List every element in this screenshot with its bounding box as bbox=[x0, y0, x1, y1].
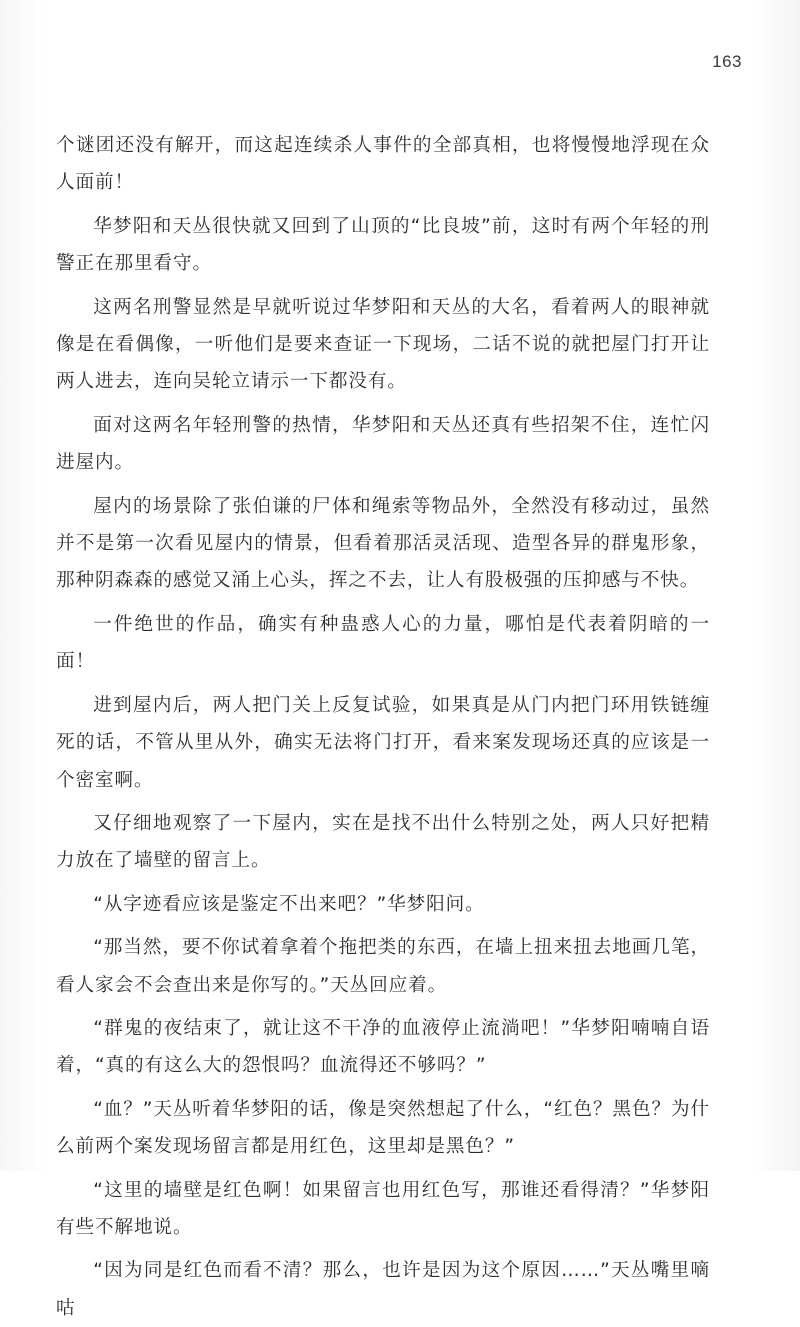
paragraph-10: “那当然，要不你试着拿着个拖把类的东西，在墙上扭来扭去地画几笔，看人家会不会查出来是你写的。”天丛回应着。 bbox=[56, 937, 710, 996]
paragraph-12: “血？”天丛听着华梦阳的话，像是突然想起了什么，“红色？黑色？为什么前两个案发现场留言都是用红色，这里却是黑色？” bbox=[56, 1098, 710, 1158]
paragraph-7: 进到屋内后，两人把门关上反复试验，如果真是从门内把门环用铁链缠死的话，不管从里从外，确实无法将门打开，看来案发现场还真的应该是一个密室啊。 bbox=[56, 694, 710, 791]
paragraph-8: 又仔细地观察了一下屋内，实在是找不出什么特别之处，两人只好把精力放在了墙壁的留言上。 bbox=[56, 812, 710, 872]
page-number: 163 bbox=[712, 52, 742, 71]
paragraph-1: 个谜团还没有解开，而这起连续杀人事件的全部真相，也将慢慢地浮现在众人面前！ bbox=[56, 135, 710, 194]
paragraph-4: 面对这两名年轻刑警的热情，华梦阳和天丛还真有些招架不住，连忙闪进屋内。 bbox=[56, 414, 710, 474]
paragraph-5: 屋内的场景除了张伯谦的尸体和绳索等物品外，全然没有移动过，虽然并不是第一次看见屋内的情景，但看着那活灵活现、造型各异的群鬼形象，那种阴森森的感觉又涌上心头，挥之不去，让人有股极强的压抑感与不快。 bbox=[56, 495, 710, 592]
paragraph-11: “群鬼的夜结束了，就让这不干净的血液停止流淌吧！”华梦阳喃喃自语着，“真的有这么大的怨恨吗？血流得还不够吗？” bbox=[56, 1017, 710, 1077]
body-text bbox=[56, 127, 710, 1327]
paragraph-9: “从字迹看应该是鉴定不出来吧？”华梦阳问。 bbox=[93, 893, 485, 915]
paragraph-13: “这里的墙壁是红色啊！如果留言也用红色写，那谁还看得清？”华梦阳有些不解地说。 bbox=[56, 1179, 710, 1238]
paragraph-14: “因为同是红色而看不清？那么，也许是因为这个原因……”天丛嘴里嘀咕 bbox=[56, 1260, 710, 1319]
paragraph-6: 一件绝世的作品，确实有种蛊惑人心的力量，哪怕是代表着阴暗的一面！ bbox=[56, 613, 710, 673]
paragraph-2: 华梦阳和天丛很快就又回到了山顶的“比良坡”前，这时有两个年轻的刑警正在那里看守。 bbox=[56, 215, 710, 275]
paragraph-3: 这两名刑警显然是早就听说过华梦阳和天丛的大名，看着两人的眼神就像是在看偶像，一听他们是要来查证一下现场，二话不说的就把屋门打开让两人进去，连向吴轮立请示一下都没有。 bbox=[56, 296, 710, 393]
